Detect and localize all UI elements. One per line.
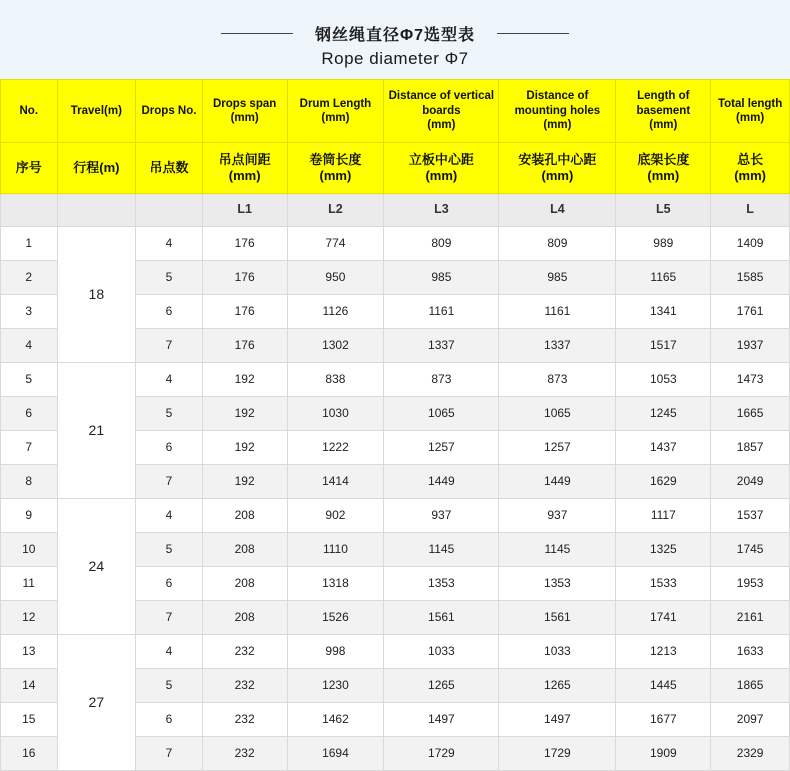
table-row [1, 363, 790, 397]
cell-drum-length: 902 [287, 499, 384, 533]
page-title-cn: 钢丝绳直径Φ7选型表 [314, 27, 476, 44]
table-code-row [1, 194, 790, 227]
cell-total-length: 2049 [711, 465, 790, 499]
cell-drum-length: 950 [287, 261, 384, 295]
header-travel-en-main: Travel(m) [70, 104, 122, 117]
cell-drops-no: 4 [136, 499, 203, 533]
header-basement-length-cn-unit: (mm) [647, 168, 680, 183]
cell-drops-span: 176 [202, 329, 287, 363]
title-rule-left [221, 33, 293, 34]
cell-total-length: 1473 [711, 363, 790, 397]
cell-mounting-holes: 1497 [499, 703, 616, 737]
header-no-cn-main: 序号 [15, 159, 42, 175]
cell-drops-no: 6 [136, 703, 203, 737]
cell-total-length: 2329 [711, 737, 790, 771]
cell-mounting-holes: 1337 [499, 329, 616, 363]
header-total-length-en [711, 80, 790, 143]
header-drops-cn [136, 143, 203, 194]
code-cell-6: L4 [499, 194, 616, 227]
cell-basement-length: 1437 [616, 431, 711, 465]
cell-no: 1 [1, 227, 58, 261]
cell-drum-length: 1462 [287, 703, 384, 737]
cell-no: 2 [1, 261, 58, 295]
cell-drops-span: 232 [202, 635, 287, 669]
cell-drops-no: 4 [136, 363, 203, 397]
cell-drum-length: 1030 [287, 397, 384, 431]
cell-no: 9 [1, 499, 58, 533]
cell-drops-span: 176 [202, 261, 287, 295]
cell-mounting-holes: 809 [499, 227, 616, 261]
cell-drops-no: 7 [136, 465, 203, 499]
cell-vertical-boards: 985 [384, 261, 499, 295]
header-no-en [1, 80, 58, 143]
header-drum-length-cn-main: 卷筒长度 [309, 151, 362, 167]
cell-no: 5 [1, 363, 58, 397]
cell-no: 16 [1, 737, 58, 771]
cell-vertical-boards: 1449 [384, 465, 499, 499]
title-rule-right [497, 33, 569, 34]
code-cell-0 [1, 194, 58, 227]
code-cell-3: L1 [202, 194, 287, 227]
cell-basement-length: 1533 [616, 567, 711, 601]
cell-vertical-boards: 873 [384, 363, 499, 397]
table-row [1, 227, 790, 261]
cell-basement-length: 1741 [616, 601, 711, 635]
cell-basement-length: 1213 [616, 635, 711, 669]
header-drops-span-cn-unit: (mm) [228, 168, 261, 183]
code-cell-8: L [711, 194, 790, 227]
cell-basement-length: 1165 [616, 261, 711, 295]
cell-mounting-holes: 985 [499, 261, 616, 295]
cell-vertical-boards: 1257 [384, 431, 499, 465]
cell-vertical-boards: 809 [384, 227, 499, 261]
cell-basement-length: 1629 [616, 465, 711, 499]
header-vertical-boards-en [384, 80, 499, 143]
cell-drum-length: 1414 [287, 465, 384, 499]
code-cell-4: L2 [287, 194, 384, 227]
cell-drops-span: 232 [202, 703, 287, 737]
cell-drum-length: 1526 [287, 601, 384, 635]
cell-total-length: 1953 [711, 567, 790, 601]
cell-basement-length: 1325 [616, 533, 711, 567]
cell-vertical-boards: 937 [384, 499, 499, 533]
cell-basement-length: 1445 [616, 669, 711, 703]
table-head [1, 80, 790, 194]
header-mounting-holes-cn-unit: (mm) [541, 168, 574, 183]
cell-drops-no: 7 [136, 737, 203, 771]
header-drops-en-main: Drops No. [141, 104, 197, 117]
cell-drops-span: 208 [202, 499, 287, 533]
cell-travel: 21 [57, 363, 136, 499]
header-basement-length-cn [616, 143, 711, 194]
header-no-cn [1, 143, 58, 194]
cell-travel: 24 [57, 499, 136, 635]
cell-basement-length: 1117 [616, 499, 711, 533]
cell-drops-span: 176 [202, 295, 287, 329]
header-drum-length-cn [287, 143, 384, 194]
cell-travel: 27 [57, 635, 136, 771]
cell-total-length: 1865 [711, 669, 790, 703]
header-drops-en [136, 80, 203, 143]
header-mounting-holes-en-unit: (mm) [543, 119, 572, 132]
header-travel-cn-main: 行程(m) [73, 159, 120, 175]
cell-basement-length: 1517 [616, 329, 711, 363]
cell-basement-length: 1245 [616, 397, 711, 431]
cell-drum-length: 1318 [287, 567, 384, 601]
header-mounting-holes-cn-main: 安装孔中心距 [518, 151, 597, 167]
table-row [1, 499, 790, 533]
cell-drops-span: 176 [202, 227, 287, 261]
cell-drops-no: 7 [136, 329, 203, 363]
header-drops-span-cn-main: 吊点间距 [218, 151, 271, 167]
header-vertical-boards-en-main: Distance of vertical boards [388, 90, 495, 117]
cell-basement-length: 989 [616, 227, 711, 261]
header-drops-span-en [202, 80, 287, 143]
cell-no: 10 [1, 533, 58, 567]
cell-drops-span: 192 [202, 465, 287, 499]
cell-drops-no: 5 [136, 669, 203, 703]
cell-mounting-holes: 873 [499, 363, 616, 397]
cell-total-length: 1745 [711, 533, 790, 567]
cell-vertical-boards: 1065 [384, 397, 499, 431]
header-vertical-boards-cn [384, 143, 499, 194]
cell-mounting-holes: 1561 [499, 601, 616, 635]
cell-drops-no: 5 [136, 397, 203, 431]
header-travel-cn [57, 143, 136, 194]
cell-basement-length: 1677 [616, 703, 711, 737]
header-basement-length-cn-main: 底架长度 [637, 151, 690, 167]
cell-total-length: 1937 [711, 329, 790, 363]
cell-mounting-holes: 1145 [499, 533, 616, 567]
cell-drops-no: 4 [136, 635, 203, 669]
header-vertical-boards-cn-main: 立板中心距 [408, 151, 474, 167]
title-block [0, 0, 790, 79]
rope-selection-table [0, 79, 790, 771]
header-row-chinese [1, 143, 790, 194]
header-drops-span-en-main: Drops span [213, 97, 277, 110]
header-drum-length-cn-unit: (mm) [319, 168, 352, 183]
header-vertical-boards-en-unit: (mm) [427, 119, 456, 132]
cell-vertical-boards: 1561 [384, 601, 499, 635]
cell-total-length: 1761 [711, 295, 790, 329]
cell-drops-no: 5 [136, 533, 203, 567]
cell-drops-no: 7 [136, 601, 203, 635]
cell-mounting-holes: 1033 [499, 635, 616, 669]
cell-drum-length: 1222 [287, 431, 384, 465]
cell-drum-length: 1302 [287, 329, 384, 363]
cell-drum-length: 1230 [287, 669, 384, 703]
header-vertical-boards-cn-unit: (mm) [425, 168, 458, 183]
cell-drops-no: 5 [136, 261, 203, 295]
header-drops-span-cn [202, 143, 287, 194]
cell-vertical-boards: 1497 [384, 703, 499, 737]
cell-no: 6 [1, 397, 58, 431]
header-mounting-holes-cn [499, 143, 616, 194]
cell-no: 8 [1, 465, 58, 499]
cell-drum-length: 1126 [287, 295, 384, 329]
cell-drops-no: 4 [136, 227, 203, 261]
header-drum-length-en [287, 80, 384, 143]
cell-no: 12 [1, 601, 58, 635]
cell-drops-span: 208 [202, 601, 287, 635]
header-basement-length-en-main: Length of basement [636, 90, 691, 117]
header-basement-length-en [616, 80, 711, 143]
header-no-en-main: No. [19, 104, 39, 117]
header-basement-length-en-unit: (mm) [649, 119, 678, 132]
cell-mounting-holes: 1449 [499, 465, 616, 499]
cell-total-length: 2161 [711, 601, 790, 635]
table-body [1, 194, 790, 771]
cell-no: 7 [1, 431, 58, 465]
cell-vertical-boards: 1145 [384, 533, 499, 567]
cell-drum-length: 998 [287, 635, 384, 669]
cell-mounting-holes: 1065 [499, 397, 616, 431]
cell-total-length: 1857 [711, 431, 790, 465]
cell-drops-no: 6 [136, 431, 203, 465]
cell-no: 4 [1, 329, 58, 363]
cell-mounting-holes: 1353 [499, 567, 616, 601]
cell-total-length: 2097 [711, 703, 790, 737]
header-total-length-en-main: Total length [717, 97, 783, 110]
header-travel-en [57, 80, 136, 143]
cell-total-length: 1409 [711, 227, 790, 261]
cell-total-length: 1585 [711, 261, 790, 295]
cell-no: 14 [1, 669, 58, 703]
header-mounting-holes-en-main: Distance of mounting holes [514, 90, 601, 117]
cell-mounting-holes: 1265 [499, 669, 616, 703]
cell-drops-span: 232 [202, 737, 287, 771]
code-cell-5: L3 [384, 194, 499, 227]
cell-drops-span: 192 [202, 431, 287, 465]
cell-drum-length: 774 [287, 227, 384, 261]
cell-drops-span: 208 [202, 567, 287, 601]
header-drum-length-en-unit: (mm) [321, 112, 350, 124]
cell-vertical-boards: 1337 [384, 329, 499, 363]
cell-no: 15 [1, 703, 58, 737]
header-row-english [1, 80, 790, 143]
cell-drum-length: 1110 [287, 533, 384, 567]
code-cell-1 [57, 194, 136, 227]
cell-drops-span: 232 [202, 669, 287, 703]
cell-vertical-boards: 1353 [384, 567, 499, 601]
cell-mounting-holes: 937 [499, 499, 616, 533]
cell-drops-span: 192 [202, 363, 287, 397]
header-total-length-cn-unit: (mm) [734, 168, 766, 183]
cell-no: 11 [1, 567, 58, 601]
cell-travel: 18 [57, 227, 136, 363]
cell-basement-length: 1053 [616, 363, 711, 397]
cell-drops-span: 208 [202, 533, 287, 567]
cell-total-length: 1665 [711, 397, 790, 431]
cell-drops-no: 6 [136, 567, 203, 601]
table-row [1, 635, 790, 669]
cell-mounting-holes: 1161 [499, 295, 616, 329]
cell-no: 13 [1, 635, 58, 669]
title-chinese-row [0, 22, 790, 45]
cell-mounting-holes: 1257 [499, 431, 616, 465]
cell-total-length: 1537 [711, 499, 790, 533]
cell-total-length: 1633 [711, 635, 790, 669]
cell-drum-length: 838 [287, 363, 384, 397]
code-cell-7: L5 [616, 194, 711, 227]
cell-drops-span: 192 [202, 397, 287, 431]
cell-vertical-boards: 1265 [384, 669, 499, 703]
cell-vertical-boards: 1161 [384, 295, 499, 329]
cell-no: 3 [1, 295, 58, 329]
header-drum-length-en-main: Drum Length [299, 97, 372, 110]
cell-basement-length: 1341 [616, 295, 711, 329]
header-drops-span-en-unit: (mm) [230, 112, 259, 124]
page-title-en: Rope diameter Φ7 [321, 49, 469, 68]
cell-mounting-holes: 1729 [499, 737, 616, 771]
header-mounting-holes-en [499, 80, 616, 143]
cell-basement-length: 1909 [616, 737, 711, 771]
header-total-length-en-unit: (mm) [736, 112, 765, 124]
cell-drum-length: 1694 [287, 737, 384, 771]
cell-drops-no: 6 [136, 295, 203, 329]
cell-vertical-boards: 1033 [384, 635, 499, 669]
header-drops-cn-main: 吊点数 [149, 159, 189, 175]
header-total-length-cn-main: 总长 [737, 151, 764, 167]
cell-vertical-boards: 1729 [384, 737, 499, 771]
header-total-length-cn [711, 143, 790, 194]
code-cell-2 [136, 194, 203, 227]
